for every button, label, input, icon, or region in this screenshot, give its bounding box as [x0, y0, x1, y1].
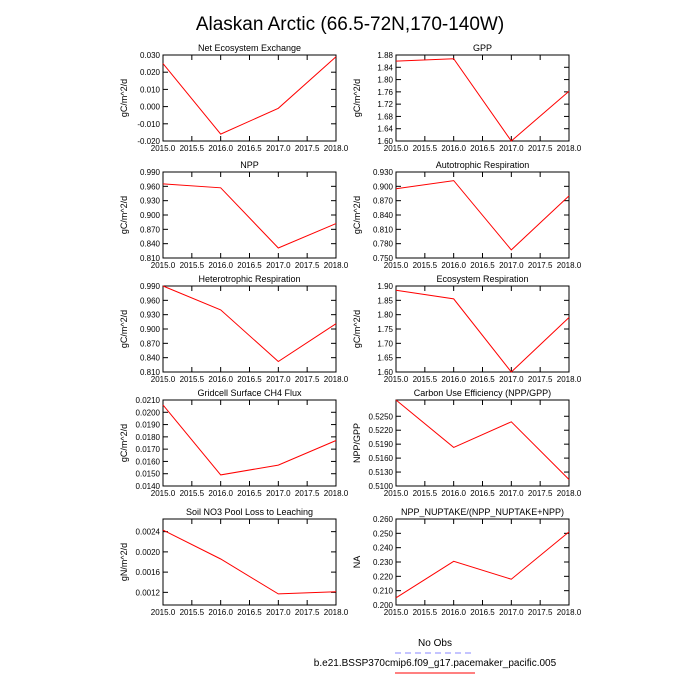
legend-obs-label: No Obs: [418, 638, 452, 649]
panel-1: [119, 43, 349, 153]
panel-title: Carbon Use Efficiency (NPP/GPP): [413, 388, 552, 398]
y-tick-label: 0.810: [372, 225, 393, 235]
x-tick-label: 2017.5: [294, 608, 320, 617]
y-tick-label: 0.900: [139, 211, 160, 220]
y-tick-label: 1.70: [377, 339, 393, 349]
plot-frame: [163, 55, 336, 141]
x-tick-label: 2016.5: [470, 144, 495, 153]
x-tick-label: 2016.0: [208, 608, 233, 617]
x-tick-label: 2016.5: [470, 608, 495, 617]
x-tick-label: 2016.0: [441, 144, 466, 153]
x-tick-label: 2018.0: [323, 375, 349, 384]
y-tick-label: 0.5190: [368, 440, 393, 450]
x-tick-label: 2015.5: [412, 144, 438, 153]
x-tick-label: 2017.0: [499, 144, 524, 153]
x-tick-label: 2015.0: [383, 261, 409, 270]
y-tick-label: 0.210: [372, 586, 393, 596]
y-tick-label: 0.5250: [368, 412, 393, 422]
y-tick-label: 1.80: [377, 310, 393, 320]
series-line: [396, 532, 569, 598]
y-tick-label: 0.0016: [135, 568, 160, 578]
series-line: [163, 405, 336, 475]
x-tick-label: 2017.0: [499, 261, 524, 270]
x-tick-label: 2018.0: [323, 608, 349, 617]
plot-frame: [396, 55, 569, 141]
x-tick-label: 2017.5: [294, 261, 320, 270]
x-tick-label: 2018.0: [556, 375, 582, 384]
y-tick-label: 0.960: [139, 182, 160, 192]
y-tick-label: 0.0160: [135, 457, 160, 467]
panel-4: [352, 160, 582, 270]
y-tick-label: 0.240: [372, 543, 393, 553]
x-tick-label: 2016.5: [237, 489, 262, 498]
x-tick-label: 2017.5: [294, 489, 320, 498]
y-tick-label: 0.930: [372, 168, 393, 177]
x-tick-label: 2017.5: [527, 489, 553, 498]
plot-frame: [163, 519, 336, 605]
y-tick-label: 1.90: [377, 282, 393, 291]
x-tick-label: 2015.0: [150, 489, 176, 498]
y-tick-label: 0.000: [139, 102, 160, 112]
y-tick-label: 0.250: [372, 529, 393, 539]
y-axis-label: gC/m^2/d: [352, 195, 362, 235]
panel-7: [119, 388, 349, 498]
y-tick-label: 0.930: [139, 310, 160, 320]
y-tick-label: 1.75: [377, 325, 393, 334]
x-tick-label: 2015.5: [179, 144, 205, 153]
panel-title: Soil NO3 Pool Loss to Leaching: [185, 507, 314, 517]
panel-10: [352, 507, 582, 617]
panel-title: Ecosystem Respiration: [436, 274, 529, 284]
y-tick-label: 0.840: [372, 211, 393, 220]
x-tick-label: 2015.5: [179, 261, 205, 270]
x-tick-label: 2017.0: [266, 144, 291, 153]
x-tick-label: 2015.0: [383, 608, 409, 617]
series-line: [396, 59, 569, 141]
x-tick-label: 2018.0: [323, 261, 349, 270]
y-tick-label: 0.0210: [135, 396, 160, 405]
plot-frame: [163, 172, 336, 258]
x-tick-label: 2016.5: [470, 261, 495, 270]
x-tick-label: 2017.0: [499, 608, 524, 617]
x-tick-label: 2018.0: [323, 489, 349, 498]
y-tick-label: -0.010: [137, 119, 160, 129]
x-tick-label: 2017.0: [266, 261, 291, 270]
x-tick-label: 2016.0: [441, 375, 466, 384]
y-axis-label: gC/m^2/d: [119, 78, 129, 118]
y-axis-label: gC/m^2/d: [119, 309, 129, 349]
y-tick-label: 0.0200: [135, 408, 160, 418]
panel-8: [352, 388, 582, 498]
x-tick-label: 2018.0: [556, 608, 582, 617]
x-tick-label: 2015.5: [179, 375, 205, 384]
x-tick-label: 2016.0: [208, 144, 233, 153]
x-tick-label: 2018.0: [556, 261, 582, 270]
y-tick-label: 0.750: [372, 254, 393, 263]
y-tick-label: 0.840: [139, 353, 160, 363]
legend-case-label: b.e21.BSSP370cmip6.f09_g17.pacemaker_pacific.005: [313, 658, 557, 669]
series-line: [396, 290, 569, 372]
x-tick-label: 2015.0: [150, 261, 176, 270]
x-tick-label: 2015.5: [412, 375, 438, 384]
panel-title: Heterotrophic Respiration: [198, 274, 301, 284]
y-axis-label: gC/m^2/d: [119, 195, 129, 235]
y-tick-label: 0.260: [372, 515, 393, 524]
x-tick-label: 2016.0: [441, 608, 466, 617]
y-tick-label: 0.010: [139, 85, 160, 95]
y-tick-label: 1.64: [377, 124, 393, 134]
y-tick-label: 0.870: [372, 196, 393, 206]
x-tick-label: 2017.0: [266, 375, 291, 384]
x-tick-label: 2015.0: [383, 144, 409, 153]
y-tick-label: 1.60: [377, 368, 393, 377]
series-line: [163, 57, 336, 134]
y-tick-label: 0.0170: [135, 445, 160, 455]
x-tick-label: 2016.0: [208, 261, 233, 270]
series-line: [163, 286, 336, 362]
y-tick-label: 0.900: [372, 182, 393, 192]
y-tick-label: 0.020: [139, 68, 160, 78]
panel-3: [119, 160, 349, 270]
x-tick-label: 2016.5: [237, 608, 262, 617]
y-axis-label: gC/m^2/d: [119, 423, 129, 463]
y-axis-label: gC/m^2/d: [352, 78, 362, 118]
x-tick-label: 2016.5: [470, 489, 495, 498]
series-line: [163, 530, 336, 594]
x-tick-label: 2017.0: [266, 608, 291, 617]
y-tick-label: 0.0180: [135, 432, 160, 442]
x-tick-label: 2015.5: [412, 608, 438, 617]
y-tick-label: 0.990: [139, 168, 160, 177]
x-tick-label: 2018.0: [556, 144, 582, 153]
x-tick-label: 2017.0: [499, 375, 524, 384]
x-tick-label: 2017.5: [527, 261, 553, 270]
x-tick-label: 2015.0: [150, 144, 176, 153]
plot-frame: [396, 400, 569, 486]
y-tick-label: 1.60: [377, 137, 393, 146]
series-line: [396, 400, 569, 480]
x-tick-label: 2015.0: [383, 489, 409, 498]
y-tick-label: 0.5100: [368, 482, 393, 491]
panel-5: [119, 274, 349, 384]
y-tick-label: 0.870: [139, 225, 160, 235]
y-tick-label: 0.0024: [135, 527, 160, 537]
y-tick-label: 1.84: [377, 63, 393, 73]
y-tick-label: -0.020: [137, 137, 160, 146]
x-tick-label: 2017.5: [527, 608, 553, 617]
x-tick-label: 2015.0: [150, 608, 176, 617]
panel-title: Gridcell Surface CH4 Flux: [197, 388, 302, 398]
y-axis-label: NPP/GPP: [352, 422, 362, 464]
x-tick-label: 2017.5: [294, 144, 320, 153]
x-tick-label: 2016.5: [470, 375, 495, 384]
panel-title: NPP: [240, 160, 259, 170]
figure-title: Alaskan Arctic (66.5-72N,170-140W): [195, 14, 505, 35]
panel-title: Net Ecosystem Exchange: [197, 43, 302, 53]
x-tick-label: 2018.0: [556, 489, 582, 498]
y-tick-label: 0.780: [372, 239, 393, 249]
series-line: [396, 181, 569, 250]
y-tick-label: 1.65: [377, 353, 393, 363]
y-tick-label: 0.960: [139, 296, 160, 306]
y-tick-label: 1.76: [377, 87, 393, 97]
y-tick-label: 0.5130: [368, 468, 393, 478]
y-tick-label: 0.930: [139, 196, 160, 206]
y-tick-label: 0.0190: [135, 420, 160, 430]
x-tick-label: 2016.5: [237, 144, 262, 153]
panels: [119, 43, 582, 617]
x-tick-label: 2017.0: [266, 489, 291, 498]
panel-9: [119, 507, 349, 617]
y-axis-label: NA: [352, 555, 362, 569]
x-tick-label: 2015.5: [412, 489, 438, 498]
y-tick-label: 0.0012: [135, 588, 160, 598]
plot-frame: [396, 286, 569, 372]
panel-title: Autotrophic Respiration: [435, 160, 530, 170]
y-axis-label: gC/m^2/d: [352, 309, 362, 349]
y-tick-label: 0.810: [139, 254, 160, 263]
x-tick-label: 2016.0: [441, 261, 466, 270]
y-tick-label: 0.900: [139, 325, 160, 334]
series-line: [163, 184, 336, 248]
y-tick-label: 1.80: [377, 75, 393, 85]
y-tick-label: 1.72: [377, 100, 393, 110]
x-tick-label: 2015.5: [412, 261, 438, 270]
y-tick-label: 0.230: [372, 558, 393, 567]
panel-title: GPP: [472, 43, 493, 53]
y-tick-label: 1.85: [377, 296, 393, 306]
y-tick-label: 0.840: [139, 239, 160, 249]
y-tick-label: 0.220: [372, 572, 393, 582]
y-tick-label: 0.200: [372, 601, 393, 610]
y-axis-label: gN/m^2/d: [119, 542, 129, 582]
x-tick-label: 2015.5: [179, 489, 205, 498]
y-tick-label: 1.68: [377, 112, 393, 122]
y-tick-label: 0.990: [139, 282, 160, 291]
x-tick-label: 2017.5: [527, 144, 553, 153]
x-tick-label: 2017.0: [499, 489, 524, 498]
y-tick-label: 0.0150: [135, 469, 160, 479]
y-tick-label: 0.810: [139, 368, 160, 377]
y-tick-label: 0.5160: [368, 454, 393, 464]
x-tick-label: 2016.0: [208, 375, 233, 384]
x-tick-label: 2016.0: [441, 489, 466, 498]
y-tick-label: 0.0140: [135, 482, 160, 491]
x-tick-label: 2016.5: [237, 261, 262, 270]
y-tick-label: 0.030: [139, 51, 160, 60]
panel-6: [352, 274, 582, 384]
x-tick-label: 2015.0: [383, 375, 409, 384]
x-tick-label: 2015.5: [179, 608, 205, 617]
x-tick-label: 2016.5: [237, 375, 262, 384]
y-tick-label: 0.0020: [135, 547, 160, 557]
x-tick-label: 2016.0: [208, 489, 233, 498]
y-tick-label: 1.88: [377, 51, 393, 60]
x-tick-label: 2017.5: [527, 375, 553, 384]
plot-frame: [163, 400, 336, 486]
y-tick-label: 0.5220: [368, 426, 393, 436]
legend: [314, 638, 557, 673]
plot-frame: [163, 286, 336, 372]
x-tick-label: 2018.0: [323, 144, 349, 153]
x-tick-label: 2017.5: [294, 375, 320, 384]
panel-title: NPP_NUPTAKE/(NPP_NUPTAKE+NPP): [401, 507, 564, 517]
panel-2: [352, 43, 582, 153]
plot-frame: [396, 519, 569, 605]
y-tick-label: 0.870: [139, 339, 160, 349]
x-tick-label: 2015.0: [150, 375, 176, 384]
